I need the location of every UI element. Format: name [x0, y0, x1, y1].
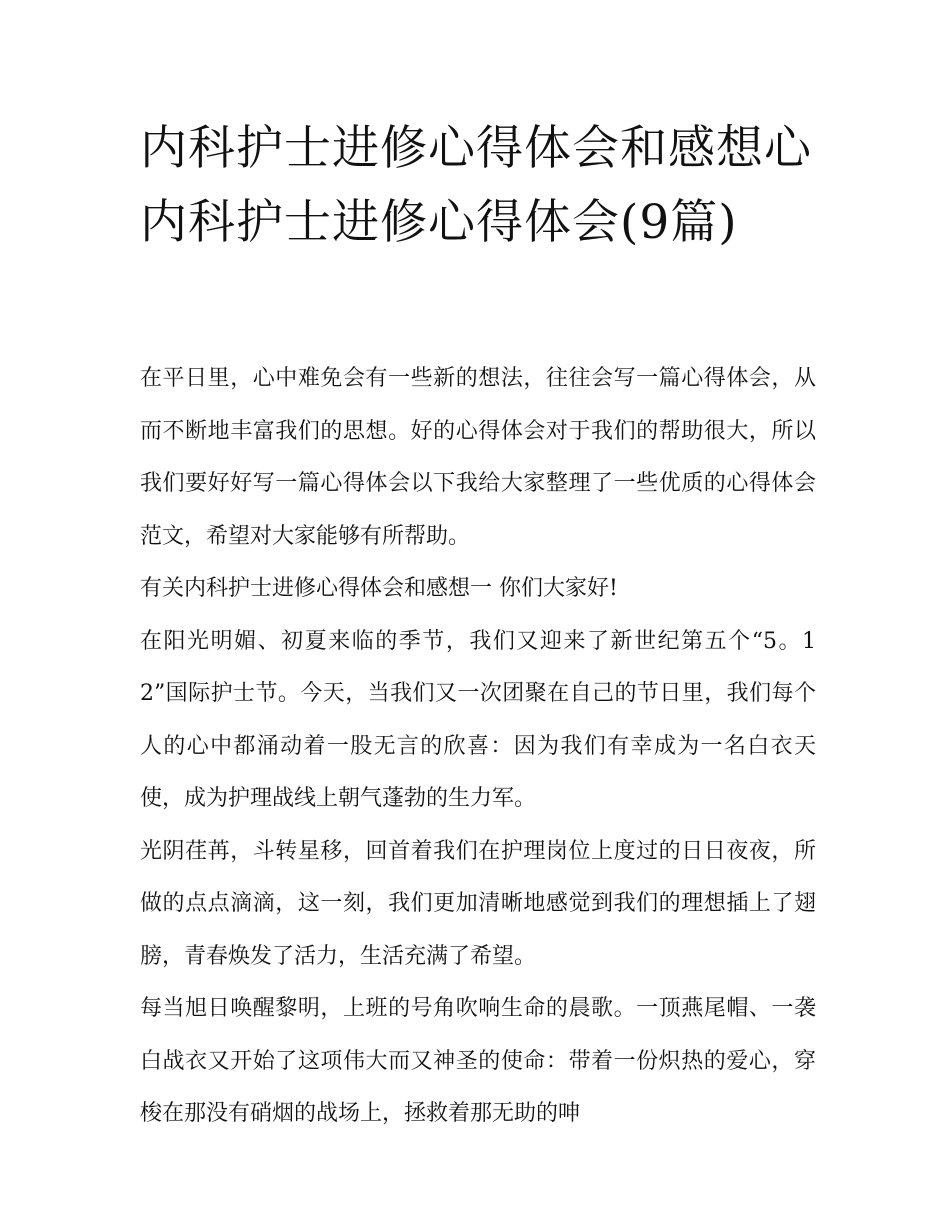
- document-body: [140, 353, 816, 1141]
- reflection-paragraph: 光阴荏苒，斗转星移，回首着我们在护理岗位上度过的日日夜夜，所做的点点滴滴，这一刻，我们更加清晰地感觉到我们的理想插上了翅膀，青春焕发了活力，生活充满了希望。: [140, 838, 816, 969]
- nurses-day-paragraph: 在阳光明媚、初夏来临的季节，我们又迎来了新世纪第五个“5。12”国际护士节。今天，当我们又一次团聚在自己的节日里，我们每个人的心中都涌动着一股无言的欣喜：因为我们有幸成为一名白衣天使，成为护理战线上朝气蓬勃的生力军。: [140, 628, 816, 811]
- morning-duty-paragraph: 每当旭日唤醒黎明，上班的号角吹响生命的晨歌。一顶燕尾帽、一袭白战衣又开始了这项伟大而又神圣的使命：带着一份炽热的爱心，穿梭在那没有硝烟的战场上，拯救着那无助的呻: [140, 996, 816, 1126]
- section-heading-paragraph: 有关内科护士进修心得体会和感想一 你们大家好!: [140, 576, 618, 601]
- document-title: 内科护士进修心得体会和感想心内科护士进修心得体会(9篇): [140, 121, 812, 250]
- intro-paragraph: 在平日里，心中难免会有一些新的想法，往往会写一篇心得体会，从而不断地丰富我们的思想。好的心得体会对于我们的帮助很大，所以我们要好好写一篇心得体会以下我给大家整理了一些优质的心得体会范文，希望对大家能够有所帮助。: [140, 366, 816, 549]
